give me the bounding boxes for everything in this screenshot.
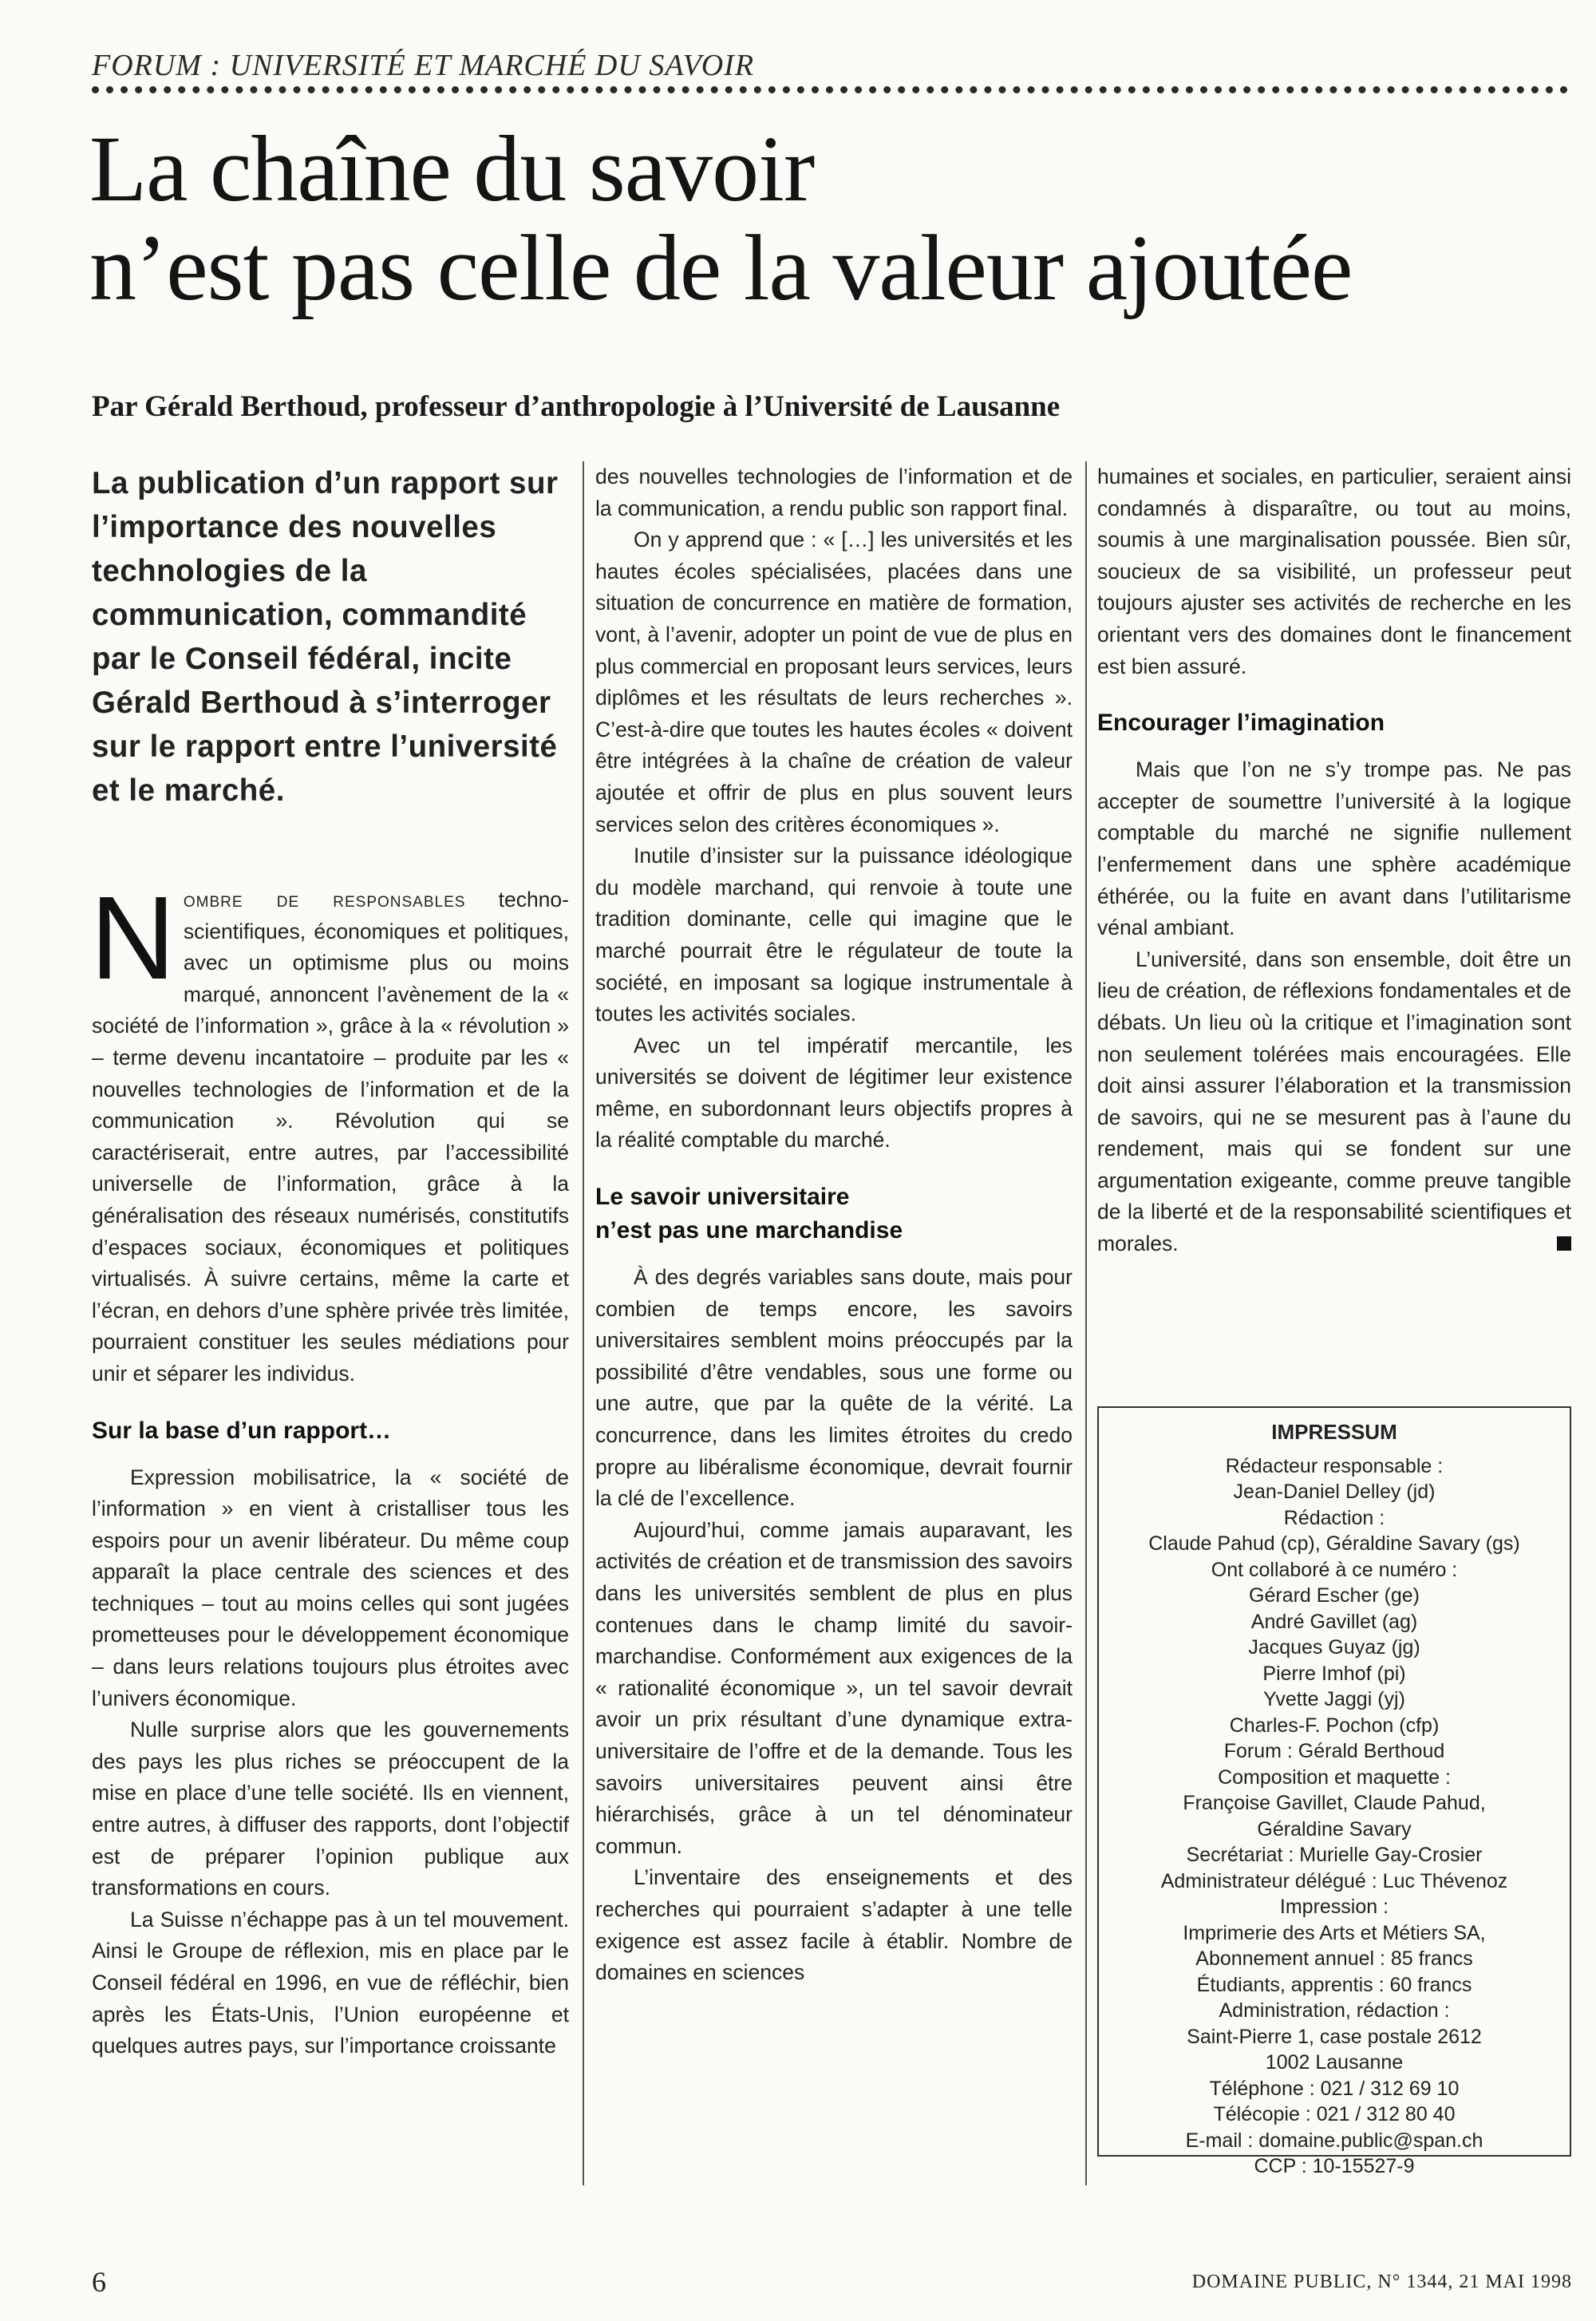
dotted-rule	[92, 86, 1568, 93]
impressum-line: Jean-Daniel Delley (jd)	[1233, 1481, 1436, 1503]
heading-line: n’est pas une marchandise	[595, 1217, 903, 1244]
section-heading: Sur la base d’un rapport…	[92, 1417, 392, 1444]
impressum-line: Jacques Guyaz (jg)	[1248, 1636, 1420, 1659]
impressum-box	[1097, 1406, 1571, 2177]
impressum-line: Pierre Imhof (pi)	[1262, 1662, 1406, 1685]
impressum-line: Ont collaboré à ce numéro :	[1211, 1558, 1458, 1581]
paragraph: Inutile d’insister sur la puissance idéologique du modèle marchand, qui renvoie à toute une tradition dominante, celle qui imagine que le marché pourrait être le régulateur de toute la société, en imposant sa logique instrumentale à toutes les activités sociales.	[595, 844, 1073, 1026]
impressum-line: Impression :	[1279, 1896, 1389, 1918]
impressum-line: Rédaction :	[1283, 1506, 1385, 1529]
column-3	[1097, 461, 1571, 1260]
paragraph: La Suisse n’échappe pas à un tel mouvement. Ainsi le Groupe de réflexion, mis en place par le Conseil fédéral en 1996, en vue de réfléchir, bien après les États-Unis, l’Union européenne et quelques autres pays, sur l’importance croissante	[92, 1907, 569, 2058]
headline-line-2: n’est pas celle de la valeur ajoutée	[89, 215, 1353, 320]
impressum-line: Rédacteur responsable :	[1225, 1454, 1444, 1477]
paragraph: À des degrés variables sans doute, mais pour combien de temps encore, les savoirs universitaires semblent moins préoccupés par la possibilité d’être vendables, sous une forme ou une autre, que par la quête de la vérité. La concurrence, dans les limites étroites du credo propre au libéralisme économique, devrait fournir la clé de l’excellence.	[595, 1265, 1073, 1511]
byline: Par Gérald Berthoud, professeur d’anthropologie à l’Université de Lausanne	[92, 390, 1061, 423]
paragraph: Expression mobilisatrice, la « société de l’information » en vient à cristalliser tous les espoirs pour un avenir libérateur. Du même coup apparaît la place centrale des sciences et des techniques – tout au moins celles qui sont jugées prometteuses pour le développement économique – dans leurs relations toujours plus étroites avec l’univers économique.	[92, 1465, 569, 1710]
impressum-line: Téléphone : 021 / 312 69 10	[1209, 2077, 1460, 2100]
section-kicker: FORUM : UNIVERSITÉ ET MARCHÉ DU SAVOIR	[92, 49, 755, 82]
paragraph: humaines et sociales, en particulier, seraient ainsi condamnés à disparaître, ou tout au moins, soumis à une marginalisation poussée. Bien sûr, soucieux de sa visibilité, un professeur peut toujours ajuster ses activités de recherche en les orientant vers des domaines dont le financement est bien assuré.	[1097, 465, 1571, 678]
paragraph: On y apprend que : « […] les universités et les hautes écoles spécialisées, placées dans une situation de concurrence en matière de formation, vont, à l’avenir, adopter un point de vue de plus en plus commercial en proposant leurs services, leurs diplômes et les résultats de leurs recherches ». C’est-à-dire que toutes les hautes écoles « doivent être intégrées à la chaîne de création de valeur ajoutée et offrir de plus en plus souvent leurs services selon des critères économiques ».	[595, 528, 1073, 836]
paragraph: des nouvelles technologies de l’information et de la communication, a rendu public son rapport final.	[595, 465, 1073, 520]
paragraph-text: L’université, dans son ensemble, doit être un lieu de création, de réflexions fondamentales et de débats. Un lieu où la critique et l’imagination sont non seulement tolérées mais encouragées. Elle doit ainsi assurer l’élaboration et la transmission de savoirs, qui ne se mesurent pas à l’aune du rendement, mais qui se fondent sur une argumentation exigeante, comme preuve tangible de la liberté et de la responsabilité scientifiques et morales.	[1097, 947, 1571, 1256]
publication-footer: DOMAINE PUBLIC, N° 1344, 21 MAI 1998	[1191, 2272, 1572, 2292]
paragraph: Avec un tel impératif mercantile, les universités se doivent de légitimer leur existence même, en subordonnant leurs objectifs propres à la réalité comptable du marché.	[595, 1033, 1073, 1153]
article-headline	[89, 117, 1582, 320]
impressum-line: Abonnement annuel : 85 francs	[1195, 1947, 1473, 1970]
paragraph	[1097, 944, 1571, 1260]
heading-line: Le savoir universitaire	[595, 1184, 850, 1211]
column-1	[92, 461, 569, 2062]
end-of-article-icon	[1557, 1236, 1571, 1251]
impressum-line: E-mail : domaine.public@span.ch	[1185, 2129, 1483, 2152]
impressum-line: André Gavillet (ag)	[1250, 1610, 1418, 1633]
paragraph	[90, 872, 569, 1390]
impressum-line: CCP : 10-15527-9	[1254, 2155, 1415, 2177]
impressum-line: Secrétariat : Murielle Gay-Crosier	[1186, 1844, 1483, 1866]
impressum-line: Géraldine Savary	[1257, 1817, 1412, 1841]
paragraph: Nulle surprise alors que les gouvernements des pays les plus riches se préoccupent de la mise en place d’une telle société. Ils en viennent, entre autres, à diffuser des rapports, dont l’objectif est de préparer l’opinion publique aux transformations en cours.	[92, 1718, 569, 1900]
column-divider	[583, 461, 584, 2185]
paragraph-text: techno-scientifiques, économiques et politiques, avec un optimisme plus ou moins marqué, annoncent l’avènement de la « société de l’information », grâce à la « révolution » – terme devenu incantatoire – produite par les « nouvelles technologies de l’information et de la communication ». Révolution qui se caractériserait, entre autres, par l’accessibilité universelle de l’information, grâce à la généralisation des réseaux numérisés, constitutifs d’espaces sociaux, économiques et politiques virtualisés. À suivre certains, même la carte et l’écran, en dehors d’une sphère privée très limitée, pourraient constituer les seules médiations pour unir et séparer les individus.	[92, 888, 569, 1386]
paragraph: L’inventaire des enseignements et des recherches qui pourraient s’adapter à une telle exigence est assez facile à établir. Nombre de domaines en sciences	[595, 1865, 1073, 1985]
impressum-line: Forum : Gérald Berthoud	[1223, 1740, 1445, 1762]
impressum-line: Imprimerie des Arts et Métiers SA,	[1183, 1921, 1486, 1944]
column-2	[595, 461, 1073, 1989]
paragraph: Mais que l’on ne s’y trompe pas. Ne pas accepter de soumettre l’université à la logique comptable du marché ne signifie nullement l’enfermement dans une sphère académique éthérée, ou la fuite en avant dans l’utilitarisme vénal ambiant.	[1097, 757, 1571, 940]
lead-paragraph: La publication d’un rapport sur l’importance des nouvelles technologies de la communication, commandité par le Conseil fédéral, incite Gérald Berthoud à s’interroger sur le rapport entre l’université et le marché.	[92, 466, 559, 808]
impressum-line: Administrateur délégué : Luc Thévenoz	[1160, 1869, 1508, 1892]
impressum-title: IMPRESSUM	[1271, 1420, 1397, 1444]
paragraph: Aujourd’hui, comme jamais auparavant, les activités de création et de transmission des savoirs dans les universités semblent de plus en plus contenues dans le champ limité du savoir-marchandise. Conformément aux exigences de la « rationalité économique », un tel savoir devrait avoir un prix résultant d’une dynamique extra-universitaire de l’offre et de la demande. Tous les savoirs universitaires peuvent ainsi être hiérarchisés, grâce à un tel dénominateur commun.	[595, 1517, 1073, 1858]
page-number: 6	[92, 2266, 106, 2298]
impressum-line: Administration, rédaction :	[1219, 1999, 1450, 2022]
impressum-line: Étudiants, apprentis : 60 francs	[1196, 1973, 1472, 1996]
section-heading	[595, 1180, 1073, 1247]
smallcaps-opening: ombre de responsables	[183, 888, 466, 911]
drop-cap: N	[90, 872, 176, 1004]
impressum-line: Composition et maquette :	[1218, 1765, 1451, 1789]
headline-line-1: La chaîne du savoir	[89, 117, 815, 221]
impressum-line: Saint-Pierre 1, case postale 2612	[1187, 2025, 1482, 2048]
column-divider	[1085, 461, 1087, 2185]
impressum-line: Yvette Jaggi (yj)	[1263, 1688, 1405, 1710]
section-heading: Encourager l’imagination	[1097, 710, 1385, 737]
impressum-line: Télécopie : 021 / 312 80 40	[1213, 2103, 1456, 2125]
impressum-line: Gérard Escher (ge)	[1249, 1584, 1420, 1607]
impressum-line: Claude Pahud (cp), Géraldine Savary (gs)	[1148, 1532, 1520, 1555]
impressum-line: Charles-F. Pochon (cfp)	[1229, 1714, 1440, 1737]
impressum-line: 1002 Lausanne	[1265, 2051, 1404, 2074]
impressum-line: Françoise Gavillet, Claude Pahud,	[1183, 1792, 1486, 1814]
